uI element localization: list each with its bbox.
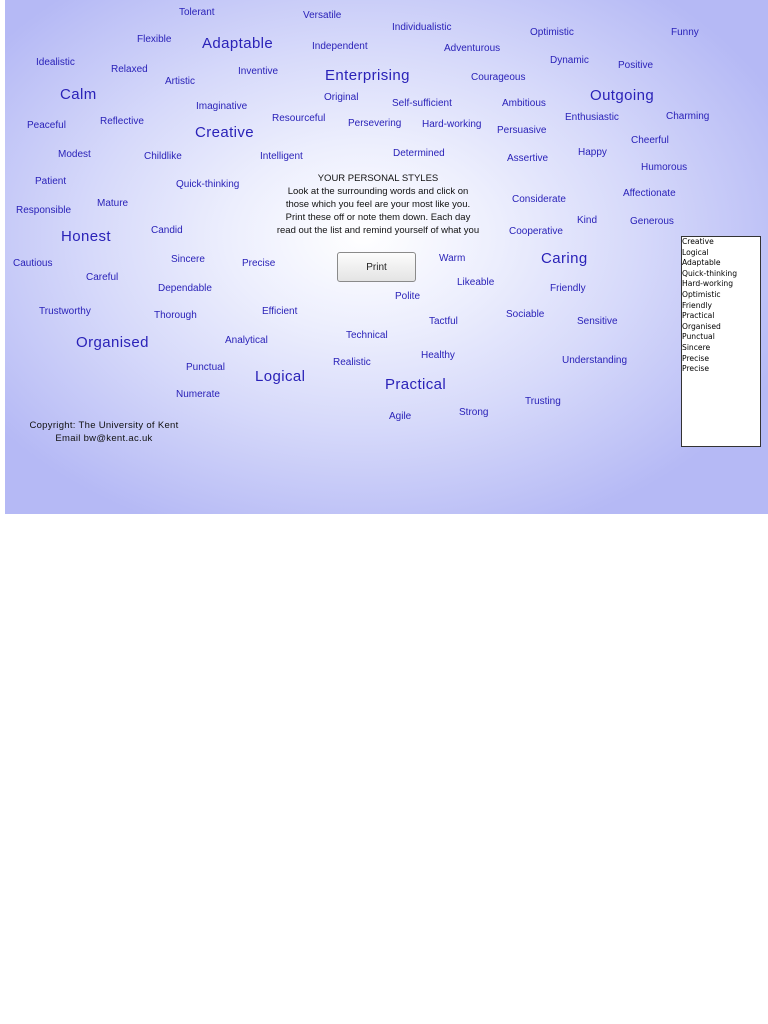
- word-modest[interactable]: Modest: [58, 149, 91, 160]
- word-punctual[interactable]: Punctual: [186, 362, 225, 373]
- word-likeable[interactable]: Likeable: [457, 277, 495, 288]
- word-affectionate[interactable]: Affectionate: [623, 188, 676, 199]
- instructions-line: read out the list and remind yourself of what you: [276, 225, 480, 236]
- word-reflective[interactable]: Reflective: [100, 116, 144, 127]
- word-idealistic[interactable]: Idealistic: [36, 57, 75, 68]
- word-sincere[interactable]: Sincere: [171, 254, 205, 265]
- word-dynamic[interactable]: Dynamic: [550, 55, 589, 66]
- word-thorough[interactable]: Thorough: [154, 310, 197, 321]
- word-logical[interactable]: Logical: [255, 368, 306, 385]
- word-honest[interactable]: Honest: [61, 228, 111, 245]
- word-cautious[interactable]: Cautious: [13, 258, 53, 269]
- word-tolerant[interactable]: Tolerant: [179, 7, 215, 18]
- word-ambitious[interactable]: Ambitious: [502, 98, 546, 109]
- word-polite[interactable]: Polite: [395, 291, 421, 302]
- word-funny[interactable]: Funny: [671, 27, 699, 38]
- word-inventive[interactable]: Inventive: [238, 66, 279, 77]
- word-friendly[interactable]: Friendly: [550, 283, 586, 294]
- selected-word-item: Creative: [682, 237, 714, 246]
- word-courageous[interactable]: Courageous: [471, 72, 526, 83]
- selected-word-item: Optimistic: [682, 289, 721, 299]
- selected-word-item: Punctual: [682, 332, 715, 342]
- word-healthy[interactable]: Healthy: [421, 350, 455, 361]
- word-enthusiastic[interactable]: Enthusiastic: [565, 112, 619, 123]
- word-charming[interactable]: Charming: [666, 111, 710, 122]
- instructions-line: Print these off or note them down. Each day: [285, 212, 471, 223]
- word-determined[interactable]: Determined: [393, 148, 445, 159]
- word-organised[interactable]: Organised: [76, 334, 149, 351]
- word-practical[interactable]: Practical: [385, 376, 447, 393]
- word-caring[interactable]: Caring: [541, 250, 588, 267]
- word-childlike[interactable]: Childlike: [144, 151, 182, 162]
- selected-word-item: Logical: [682, 247, 709, 257]
- instructions-line: those which you feel are your most like you.: [285, 199, 471, 210]
- word-imaginative[interactable]: Imaginative: [196, 101, 248, 112]
- word-patient[interactable]: Patient: [35, 176, 67, 187]
- word-adventurous[interactable]: Adventurous: [444, 43, 501, 54]
- copyright-notice: [23, 419, 185, 445]
- word-sociable[interactable]: Sociable: [506, 309, 545, 320]
- word-kind[interactable]: Kind: [577, 215, 598, 226]
- contact-email: Email bw@kent.ac.uk: [55, 433, 153, 444]
- word-assertive[interactable]: Assertive: [507, 153, 549, 164]
- word-warm[interactable]: Warm: [439, 253, 466, 264]
- word-hard-working[interactable]: Hard-working: [422, 119, 482, 130]
- word-mature[interactable]: Mature: [97, 198, 129, 209]
- word-quick-thinking[interactable]: Quick-thinking: [176, 179, 240, 190]
- selected-word-item: Sincere: [682, 342, 711, 352]
- selected-word-item: Precise: [682, 364, 709, 374]
- instructions-text: [268, 172, 488, 237]
- word-original[interactable]: Original: [324, 92, 359, 103]
- word-outgoing[interactable]: Outgoing: [590, 87, 655, 104]
- instructions-line: Look at the surrounding words and click on: [287, 186, 469, 197]
- word-efficient[interactable]: Efficient: [262, 306, 298, 317]
- word-positive[interactable]: Positive: [618, 60, 654, 71]
- word-peaceful[interactable]: Peaceful: [27, 120, 66, 131]
- word-calm[interactable]: Calm: [60, 86, 97, 103]
- word-responsible[interactable]: Responsible: [16, 205, 72, 216]
- word-optimistic[interactable]: Optimistic: [530, 27, 574, 38]
- word-trusting[interactable]: Trusting: [525, 396, 561, 407]
- selected-word-item: Friendly: [682, 300, 712, 310]
- word-cooperative[interactable]: Cooperative: [509, 226, 563, 237]
- word-intelligent[interactable]: Intelligent: [260, 151, 303, 162]
- word-agile[interactable]: Agile: [389, 411, 412, 422]
- selected-words-list[interactable]: [681, 236, 761, 447]
- word-considerate[interactable]: Considerate: [512, 194, 566, 205]
- word-tactful[interactable]: Tactful: [429, 316, 458, 327]
- word-versatile[interactable]: Versatile: [303, 10, 342, 21]
- word-self-sufficient[interactable]: Self-sufficient: [392, 98, 452, 109]
- word-trustworthy[interactable]: Trustworthy: [39, 306, 91, 317]
- selected-word-item: Practical: [682, 311, 715, 321]
- word-cheerful[interactable]: Cheerful: [631, 135, 669, 146]
- word-generous[interactable]: Generous: [630, 216, 674, 227]
- word-relaxed[interactable]: Relaxed: [111, 64, 148, 75]
- word-candid[interactable]: Candid: [151, 225, 183, 236]
- selected-word-item: Adaptable: [682, 258, 721, 268]
- word-persevering[interactable]: Persevering: [348, 118, 402, 129]
- word-sensitive[interactable]: Sensitive: [577, 316, 618, 327]
- word-adaptable[interactable]: Adaptable: [202, 35, 274, 52]
- word-humorous[interactable]: Humorous: [641, 162, 688, 173]
- word-dependable[interactable]: Dependable: [158, 283, 212, 294]
- print-button[interactable]: Print: [337, 252, 416, 282]
- copyright-line: Copyright: The University of Kent: [29, 420, 179, 431]
- selected-word-item: Quick-thinking: [682, 268, 738, 278]
- word-independent[interactable]: Independent: [312, 41, 368, 52]
- selected-word-item: Organised: [682, 321, 721, 331]
- instructions-title: YOUR PERSONAL STYLES: [317, 173, 439, 184]
- word-creative[interactable]: Creative: [195, 124, 255, 141]
- selected-word-item: Precise: [682, 353, 709, 363]
- word-realistic[interactable]: Realistic: [333, 357, 371, 368]
- word-flexible[interactable]: Flexible: [137, 34, 172, 45]
- selected-word-item: Hard-working: [682, 279, 734, 289]
- word-technical[interactable]: Technical: [346, 330, 388, 341]
- word-enterprising[interactable]: Enterprising: [325, 67, 410, 84]
- word-analytical[interactable]: Analytical: [225, 335, 268, 346]
- word-happy[interactable]: Happy: [578, 147, 607, 158]
- word-strong[interactable]: Strong: [459, 407, 489, 418]
- word-understanding[interactable]: Understanding: [562, 355, 628, 366]
- word-individualistic[interactable]: Individualistic: [392, 22, 452, 33]
- word-precise[interactable]: Precise: [242, 258, 276, 269]
- word-artistic[interactable]: Artistic: [165, 76, 195, 87]
- word-numerate[interactable]: Numerate: [176, 389, 220, 400]
- word-resourceful[interactable]: Resourceful: [272, 113, 326, 124]
- personal-styles-panel: [5, 0, 768, 514]
- word-persuasive[interactable]: Persuasive: [497, 125, 547, 136]
- word-careful[interactable]: Careful: [86, 272, 119, 283]
